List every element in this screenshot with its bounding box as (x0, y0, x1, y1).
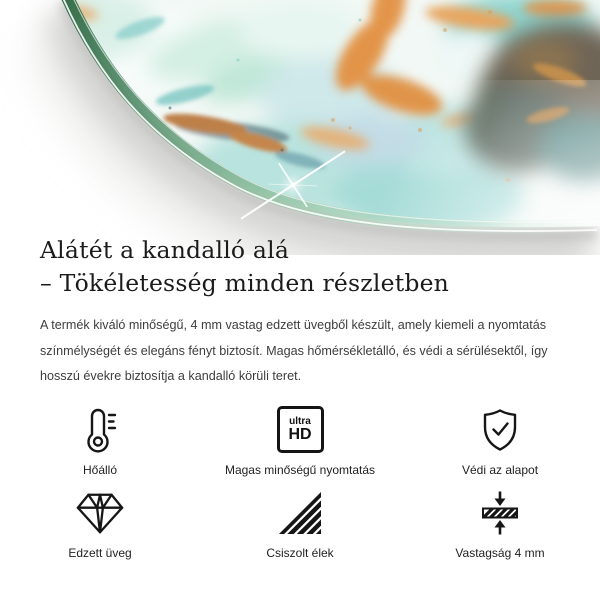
ultra-hd-icon: ultra HD (277, 406, 324, 453)
feature-thickness (400, 489, 600, 560)
feature-print-quality (200, 406, 400, 477)
page-title-line-1: Alátét a kandalló alá (40, 236, 290, 264)
feature-label: Vastagság 4 mm (455, 545, 545, 560)
product-description: A termék kiváló minőségű, 4 mm vastag edzett üvegből készült, amely kiemeli a nyomtatás színmélységét és elegáns fényt biztosít. Magas hőmérsékletálló, és védi a sérülésektől, így hosszú évekre biztosítja a kandalló körüli teret. (40, 318, 548, 383)
feature-label: Csiszolt élek (266, 545, 334, 560)
feature-base-protection (400, 406, 600, 477)
feature-polished-edges (200, 489, 400, 560)
polished-edges-icon (276, 489, 324, 537)
thickness-4mm-icon (476, 489, 524, 537)
diamond-icon (70, 488, 130, 538)
shield-check-icon (476, 406, 524, 454)
thermometer-icon (78, 406, 122, 454)
feature-label: Hőálló (82, 462, 118, 477)
page-title (40, 234, 600, 300)
page-title-line-2: – Tökéletesség minden részletben (40, 269, 450, 297)
feature-label: Védi az alapot (461, 462, 539, 477)
feature-tempered-glass (0, 489, 200, 560)
feature-label: Edzett üveg (68, 545, 132, 560)
features-grid (0, 406, 600, 560)
feature-label: Magas minőségű nyomtatás (224, 462, 376, 477)
feature-heat-resistant (0, 406, 200, 477)
